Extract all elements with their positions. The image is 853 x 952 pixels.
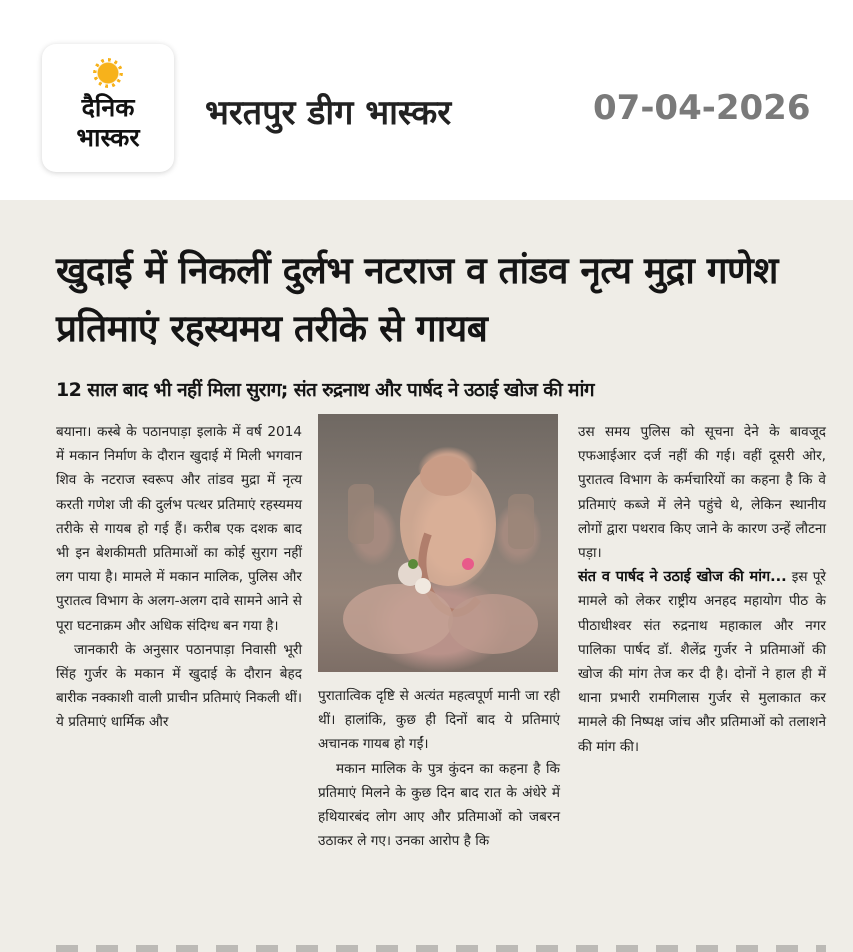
article-subheadline: 12 साल बाद भी नहीं मिला सुराग; संत रुद्रनाथ और पार्षद ने उठाई खोज की मांग bbox=[56, 379, 594, 401]
logo-line-2: भास्कर bbox=[76, 123, 140, 152]
col1-paragraph-2: जानकारी के अनुसार पठानपाड़ा निवासी भूरी सिंह गुर्जर के मकान में खुदाई के दौरान बेहद बारीक नक्काशी वाली प्राचीन प्रतिमाएं निकली थीं। ये प्रतिमाएं धार्मिक और bbox=[56, 641, 302, 731]
article-column-3 bbox=[578, 420, 826, 759]
newspaper-clipping[interactable] bbox=[0, 200, 853, 952]
app-header bbox=[0, 0, 853, 200]
article-column-2 bbox=[318, 684, 560, 853]
col2-paragraph-1: पुरातात्विक दृष्टि से अत्यंत महत्वपूर्ण मानी जा रही थीं। हालांकि, कुछ ही दिनों बाद ये प्रतिमाएं अचानक गायब हो गईं। bbox=[318, 688, 560, 753]
col1-paragraph-1: बयाना। कस्बे के पठानपाड़ा इलाके में वर्ष 2014 में मकान निर्माण के दौरान खुदाई में मिली भगवान शिव के नटराज स्वरूप और तांडव मुद्रा में नृत्य करती गणेश जी की दुर्लभ पत्थर प्रतिमाएं रहस्यमय तरीके से गायब हो गई हैं। करीब एक दशक बाद भी इन बेशकीमती प्रतिमाओं का कोई सुराग नहीं लग पाया है। मामले में मकान मालिक, पुलिस और पुरातत्व विभाग के अलग-अलग दावे सामने आने से पूरा घटनाक्रम और अधिक संदिग्ध बन गया है। bbox=[56, 424, 302, 634]
dainik-bhaskar-logo[interactable] bbox=[42, 44, 174, 172]
sun-icon bbox=[93, 58, 123, 88]
col3-paragraph-2-text: इस पूरे मामले को लेकर राष्ट्रीय अनहद महायोग पीठ के पीठाधीश्वर संत रुद्रनाथ महाकाल और नगर पालिका पार्षद डॉ. शैलेंद्र गुर्जर ने प्रतिमाओं की खोज की मांग तेज कर दी है। दोनों ने हाल ही में थाना प्रभारी रामगिलास गुर्जर से मुलाकात कर मामले की निष्पक्ष जांच और प्रतिमाओं को तलाशने की मांग की। bbox=[578, 569, 826, 755]
edition-date: 07-04-2026 bbox=[593, 88, 811, 128]
adjacent-article-edge bbox=[838, 240, 853, 952]
col3-paragraph-2 bbox=[578, 565, 826, 759]
logo-line-1: दैनिक bbox=[81, 93, 135, 122]
ganesh-idol-photo bbox=[318, 414, 558, 672]
edition-title: भरतपुर डीग भास्कर bbox=[205, 93, 452, 133]
article-headline: खुदाई में निकलीं दुर्लभ नटराज व तांडव नृत्य मुद्रा गणेश प्रतिमाएं रहस्यमय तरीके से गायब bbox=[56, 249, 778, 350]
next-article-edge bbox=[56, 945, 826, 952]
col3-subheading: संत व पार्षद ने उठाई खोज की मांग... bbox=[578, 569, 787, 586]
col3-paragraph-1: उस समय पुलिस को सूचना देने के बावजूद एफआईआर दर्ज नहीं की गई। वहीं दूसरी ओर, पुरातत्व विभाग के कर्मचारियों का कहना है कि वे प्रतिमाएं कब्जे में लेने पहुंचे थे, लेकिन स्थानीय लोगों द्वारा पथराव किए जाने के कारण उन्हें लौटना पड़ा। bbox=[578, 424, 826, 562]
col2-paragraph-2: मकान मालिक के पुत्र कुंदन का कहना है कि प्रतिमाएं मिलने के कुछ दिन बाद रात के अंधेरे में हथियारबंद लोग आए और प्रतिमाओं को जबरन उठाकर ले गए। उनका आरोप है कि bbox=[318, 760, 560, 850]
idol-illustration bbox=[318, 414, 558, 672]
article-column-1 bbox=[56, 420, 302, 735]
